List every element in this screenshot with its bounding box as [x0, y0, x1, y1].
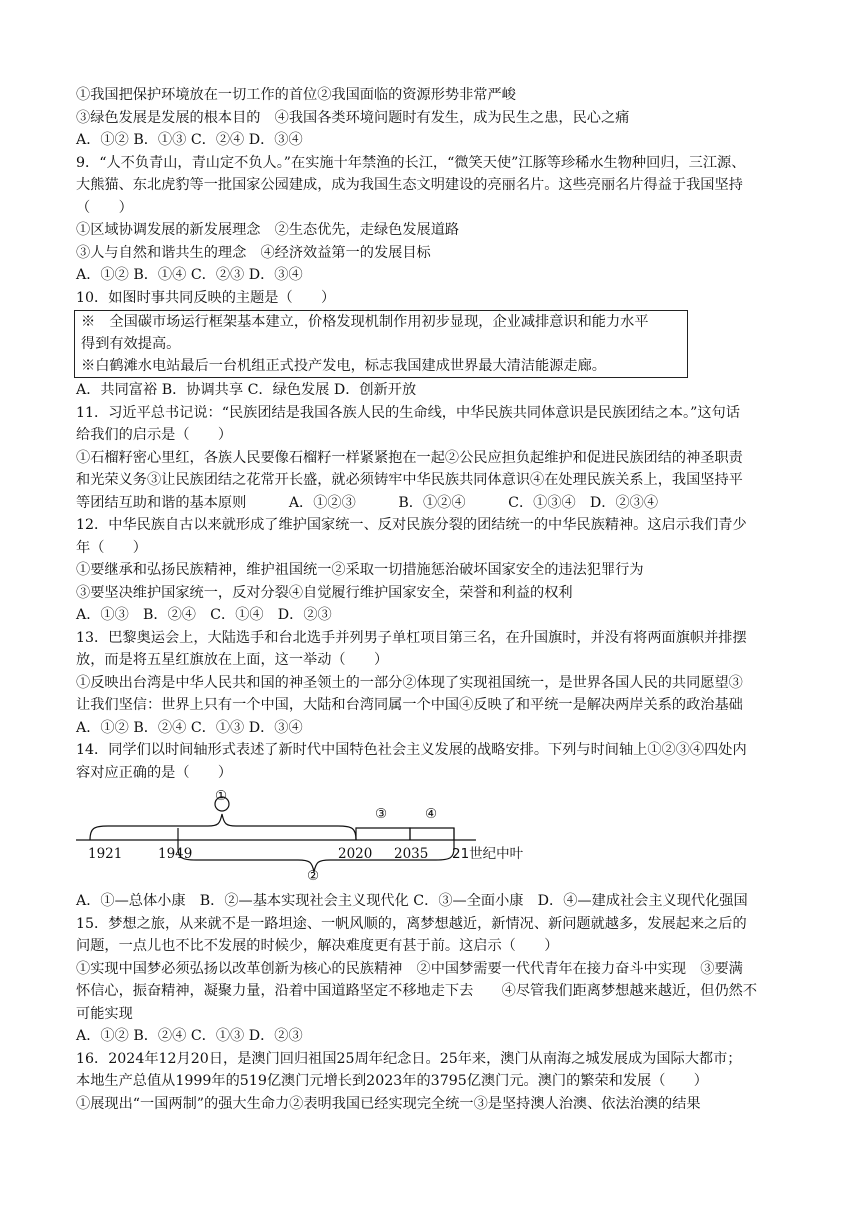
- timeline-year-2035: 2035: [394, 846, 429, 862]
- text-line: 让我们坚信：世界上只有一个中国，大陆和台湾同属一个中国④反映了和平统一是解决两岸关系的政治基础: [76, 697, 743, 713]
- text-line: 14．同学们以时间轴形式表述了新时代中国特色社会主义发展的战略安排。下列与时间轴上①②③④四处内: [76, 742, 747, 758]
- text-line: （ ）: [76, 199, 133, 216]
- text-line: 可能实现: [76, 1005, 133, 1022]
- text-line: 12．中华民族自古以来就形成了维护国家统一、反对民族分裂的团结统一的中华民族精神。这启示我们青少: [76, 517, 747, 533]
- exam-page: [76, 84, 784, 1115]
- bracket-3: [356, 828, 410, 840]
- text-line: ①石榴籽密心里红，各族人民要像石榴籽一样紧紧抱在一起②公民应担负起维护和促进民族团结的神圣职责: [76, 449, 743, 466]
- timeline-mark-1: ①: [215, 788, 228, 804]
- text-line: A．①② B．①④ C．②③ D．③④: [76, 267, 303, 283]
- text-line: 给我们的启示是（ ）: [76, 427, 233, 443]
- text-line: 问题，一点儿也不比不发展的时候少，解决难度更有甚于前。这启示（ ）: [76, 938, 559, 954]
- text-line: 11．习近平总书记说：“民族团结是我国各族人民的生命线，中华民族共同体意识是民族团结之本。”这句话: [76, 404, 740, 421]
- text-line: 10．如图时事共同反映的主题是（ ）: [76, 289, 336, 306]
- timeline-year-2020: 2020: [338, 846, 373, 862]
- text-line: ①要继承和弘扬民族精神，维护祖国统一②采取一切措施惩治破坏国家安全的违法犯罪行为: [76, 562, 644, 578]
- text-line: A．①—总体小康 B．②—基本实现社会主义现代化 C．③—全面小康 D．④—建成社会主义现代化强国: [76, 893, 748, 909]
- text-line: 年（ ）: [76, 539, 147, 556]
- brace-1: [90, 814, 356, 840]
- text-line: A．①② B．①③ C．②④ D．③④: [76, 132, 303, 148]
- timeline-diagram: [76, 788, 784, 884]
- timeline-mark-2: ②: [307, 868, 320, 884]
- text-line: 15．梦想之旅，从来就不是一路坦途、一帆风顺的，离梦想越近，新情况、新问题就越多，发展起来之后的: [76, 915, 747, 932]
- section-a: [76, 84, 784, 309]
- text-line: 怀信心，振奋精神，凝聚力量，沿着中国道路坚定不移地走下去 ④尽管我们距离梦想越来越近，但仍然不: [76, 983, 758, 999]
- news-box: [74, 310, 688, 378]
- text-line: ①我国把保护环境放在一切工作的首位②我国面临的资源形势非常严峻: [76, 87, 516, 103]
- text-line: 和光荣义务③让民族团结之花常开长盛，就必须铸牢中华民族共同体意识④在处理民族关系上，我国坚持平: [76, 472, 743, 488]
- timeline-year-21c: 21世纪中叶: [452, 846, 524, 862]
- timeline-mark-4: ④: [425, 806, 438, 822]
- text-line: ③要坚决维护国家统一，反对分裂④自觉履行维护国家安全，荣誉和利益的权利: [76, 584, 573, 601]
- text-line: ①实现中国梦必须弘扬以改革创新为核心的民族精神 ②中国梦需要一代代青年在接力奋斗中实现 ③要满: [76, 960, 743, 977]
- timeline-svg: [76, 788, 476, 884]
- text-line: A．共同富裕 B．协调共享 C．绿色发展 D．创新开放: [76, 382, 417, 398]
- timeline-year-1921: 1921: [88, 846, 123, 862]
- text-line: ①区域协调发展的新发展理念 ②生态优先，走绿色发展道路: [76, 222, 460, 238]
- timeline-mark-3: ③: [375, 806, 388, 822]
- box-line: ※ 全国碳市场运行框架基本建立，价格发现机制作用初步显现，企业减排意识和能力水平: [81, 314, 649, 330]
- text-line: 等团结互助和谐的基本原则 A．①②③ B．①②④ C．①③④ D．②③④: [76, 494, 659, 511]
- box-line: 得到有效提高。: [81, 336, 181, 352]
- text-line: 放，而是将五星红旗放在上面，这一举动（ ）: [76, 652, 389, 668]
- text-line: A．①② B．②④ C．①③ D．②③: [76, 1028, 303, 1044]
- section-c: [76, 890, 784, 1115]
- text-line: 容对应正确的是（ ）: [76, 764, 233, 781]
- bracket-4: [410, 828, 454, 840]
- box-line: ※白鹤滩水电站最后一台机组正式投产发电，标志我国建成世界最大清洁能源走廊。: [81, 358, 606, 374]
- text-line: ③人与自然和谐共生的理念 ④经济效益第一的发展目标: [76, 244, 431, 261]
- timeline-year-1949: 1949: [158, 846, 193, 862]
- text-line: 16．2024年12月20日，是澳门回归祖国25周年纪念日。25年来，澳门从南海之城发展成为国际大都市；: [76, 1050, 742, 1067]
- text-line: ①反映出台湾是中华人民共和国的神圣领土的一部分②体现了实现祖国统一，是世界各国人民的共同愿望③: [76, 674, 743, 691]
- text-line: 本地生产总值从1999年的519亿澳门元增长到2023年的3795亿澳门元。澳门的繁荣和发展（ ）: [76, 1073, 708, 1089]
- section-b: [76, 379, 784, 784]
- text-line: ①展现出“一国两制”的强大生命力②表明我国已经实现完全统一③是坚持澳人治澳、依法治澳的结果: [76, 1095, 701, 1112]
- text-line: 大熊猫、东北虎豹等一批国家公园建成，成为我国生态文明建设的亮丽名片。这些亮丽名片得益于我国坚持: [76, 177, 743, 193]
- text-line: A．①③ B．②④ C．①④ D．②③: [76, 607, 332, 623]
- text-line: ③绿色发展是发展的根本目的 ④我国各类环境问题时有发生，成为民生之患，民心之痛: [76, 109, 630, 126]
- text-line: 13．巴黎奥运会上，大陆选手和台北选手并列男子单杠项目第三名，在升国旗时，并没有将两面旗帜并排摆: [76, 629, 747, 646]
- text-line: 9．“人不负青山，青山定不负人。”在实施十年禁渔的长江，“微笑天使”江豚等珍稀水生物种回归，三江源、: [76, 154, 746, 171]
- text-line: A．①② B．②④ C．①③ D．③④: [76, 719, 303, 736]
